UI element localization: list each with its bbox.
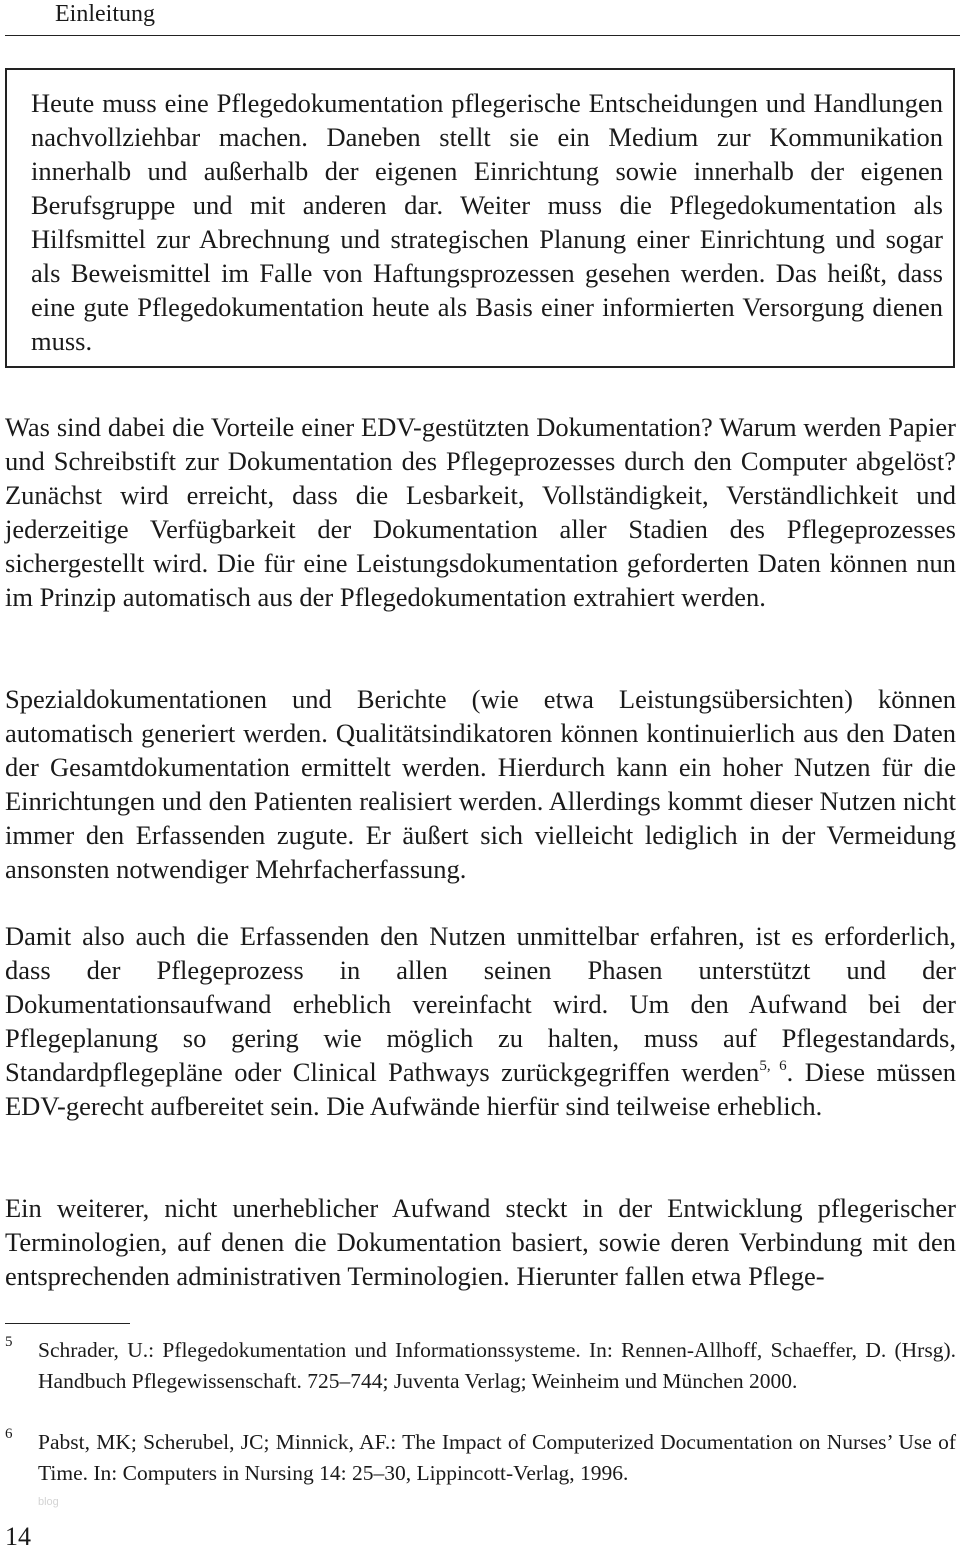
footnote-text: Pabst, MK; Scherubel, JC; Minnick, AF.: The Impact of Computerized Documentation on Nurses’ Use of Time. In: Computers in Nursing 14: 25–30, Lippincott-Verlag, 1996. — [38, 1430, 956, 1485]
paragraph-1: Was sind dabei die Vorteile einer EDV-gestützten Dokumentation? Warum werden Papier und Schreibstift zur Dokumentation des Pflegeprozesses durch den Computer abgelöst? Zunächst wird erreicht, dass die Lesbarkeit, Vollständigkeit, Verständlichkeit und jederzeitige Verfügbarkeit der Dokumentation aller Stadien des Pflegeprozesses sichergestellt wird. Die für eine Leistungsdokumentation geforderten Daten können nun im Prinzip automatisch aus der Pflegedokumentation extrahiert werden. — [5, 412, 956, 612]
footnote-6 — [5, 1427, 956, 1489]
paragraph-3-text: Damit also auch die Erfassenden den Nutzen unmittelbar erfahren, ist es erforderlich, dass der Pflegeprozess in allen seinen Phasen unterstützt und der Dokumentationsaufwand erheblich vereinfacht wird. Um den Aufwand bei der Pflegeplanung so gering wie möglich zu halten, muss auf Pflegestandards, Standardpflegepläne oder Clinical Pathways zurückgegriffen werden — [5, 921, 956, 1087]
page-number: 14 — [5, 1522, 31, 1551]
header-rule — [5, 35, 960, 36]
paragraph-2: Spezialdokumentationen und Berichte (wie etwa Leistungsübersichten) können automatisch generiert werden. Qualitätsindikatoren können kontinuierlich aus den Daten der Gesamtdokumentation ermittelt werden. Hierdurch kann ein hoher Nutzen für die Einrichtungen und den Patienten realisiert werden. Allerdings kommt dieser Nutzen nicht immer den Erfassenden zugute. Er äußert sich vielleicht lediglich in der Vermeidung ansonsten notwendiger Mehrfacherfassung. — [5, 684, 956, 884]
footnote-number: 5 — [5, 1334, 13, 1350]
paragraph-4: Ein weiterer, nicht unerheblicher Aufwand steckt in der Entwicklung pflegerischer Terminologien, auf denen die Dokumentation basiert, sowie deren Verbindung mit den entsprechenden administrativen Terminologien. Hierunter fallen etwa Pflege- — [5, 1193, 956, 1291]
boxed-summary — [5, 68, 955, 368]
running-head: Einleitung — [55, 1, 155, 27]
footnote-text: Schrader, U.: Pflegedokumentation und Informationssysteme. In: Rennen-Allhoff, Schaeffer, D. (Hrsg). Handbuch Pflegewissenschaft. 725–744; Juventa Verlag; Weinheim und München 2000. — [38, 1338, 956, 1393]
paragraph-3-text-end: . Diese müssen EDV-gerecht aufbereitet sein. Die Aufwände hierfür sind teilweise erheblich. — [5, 1057, 956, 1121]
footnote-5 — [5, 1335, 956, 1397]
footnote-number: 6 — [5, 1426, 13, 1442]
footnote-rule — [5, 1323, 130, 1324]
boxed-summary-text: Heute muss eine Pflegedokumentation pflegerische Entscheidungen und Handlungen nachvollziehbar machen. Daneben stellt sie ein Medium zur Kommunikation innerhalb und außerhalb der eigenen Einrichtung sowie innerhalb der eigenen Berufsgruppe und mit anderen dar. Weiter muss die Pflegedokumentation als Hilfsmittel zur Abrechnung und strategischen Planung einer Einrichtung und sogar als Beweismittel im Falle von Haftungsprozessen gesehen werden. Das heißt, dass eine gute Pflegedokumentation heute als Basis einer informierten Versorgung dienen muss. — [31, 88, 943, 356]
watermark: blog — [38, 1496, 59, 1508]
footnote-reference[interactable]: 5, 6 — [759, 1058, 787, 1074]
paragraph-3 — [5, 919, 956, 1123]
